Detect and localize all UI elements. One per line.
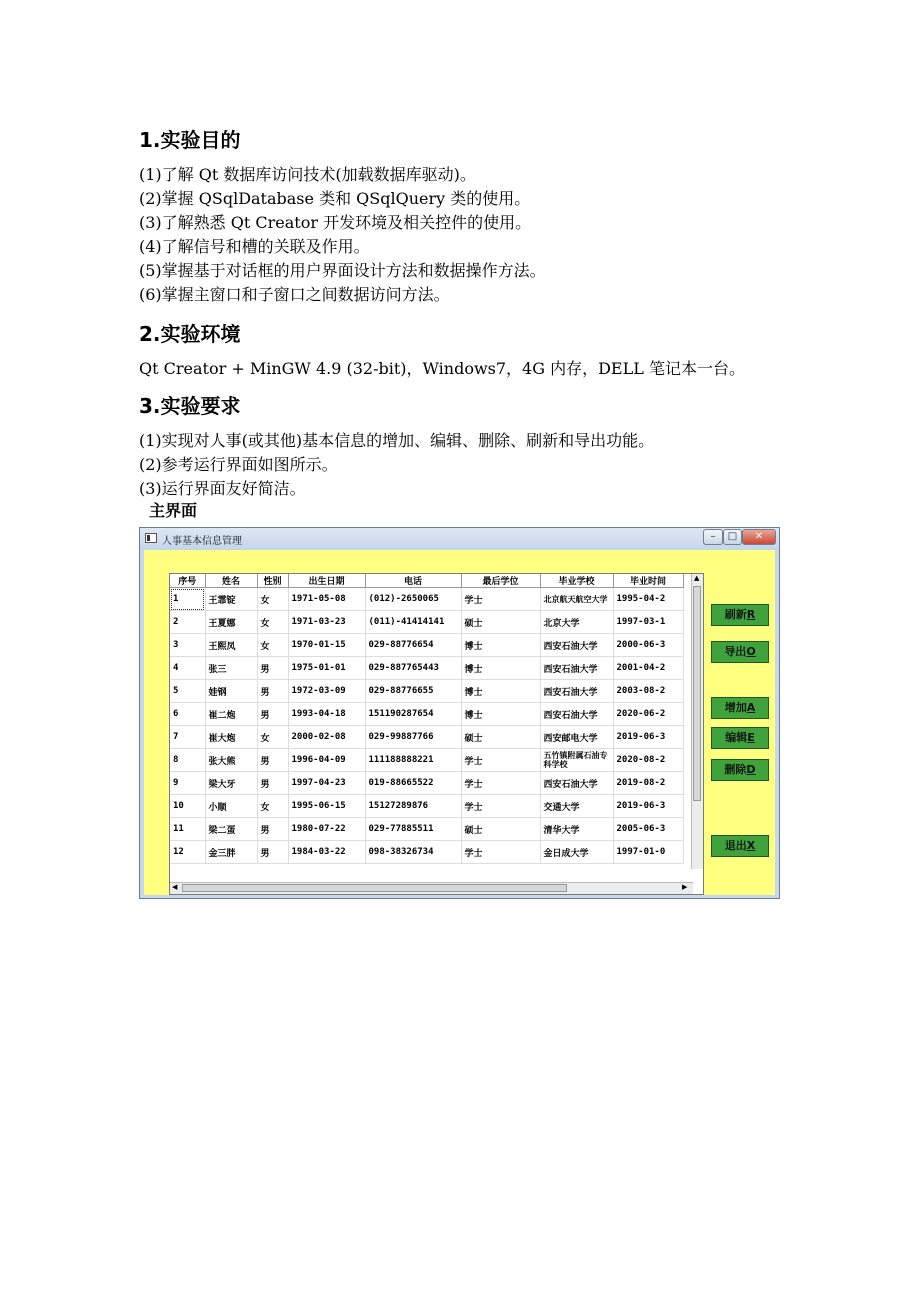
table-cell[interactable]: 151190287654 xyxy=(365,703,461,726)
table-cell[interactable]: 男 xyxy=(257,818,288,841)
table-cell[interactable]: 清华大学 xyxy=(540,818,613,841)
header-name[interactable]: 姓名 xyxy=(205,574,257,588)
vertical-scrollbar[interactable] xyxy=(691,574,703,869)
table-cell[interactable]: 1984-03-22 xyxy=(288,841,365,864)
figure-caption: 主界面 xyxy=(149,501,198,520)
table-cell[interactable]: 029-77885511 xyxy=(365,818,461,841)
exit-button[interactable]: 退出X xyxy=(711,835,769,857)
section3-heading: 3.实验要求 xyxy=(139,394,241,418)
table-cell[interactable]: 2020-08-2 xyxy=(613,749,683,772)
table-row[interactable] xyxy=(170,657,683,680)
delete-button[interactable]: 删除D xyxy=(711,759,769,781)
table-row[interactable] xyxy=(170,772,683,795)
table-cell[interactable]: 4 xyxy=(170,657,205,680)
table-cell[interactable]: 小顺 xyxy=(205,795,257,818)
table-cell[interactable]: 女 xyxy=(257,634,288,657)
table-cell[interactable]: 8 xyxy=(170,749,205,772)
table-cell[interactable]: 女 xyxy=(257,588,288,611)
table-cell[interactable]: 12 xyxy=(170,841,205,864)
table-row[interactable] xyxy=(170,680,683,703)
table-cell[interactable]: 7 xyxy=(170,726,205,749)
app-window xyxy=(139,527,780,899)
table-cell[interactable]: 张大熊 xyxy=(205,749,257,772)
table-cell[interactable]: 西安邮电大学 xyxy=(540,726,613,749)
table-cell[interactable]: 2020-06-2 xyxy=(613,703,683,726)
table-cell[interactable]: 硕士 xyxy=(461,611,540,634)
table-cell[interactable]: 029-88776655 xyxy=(365,680,461,703)
table-cell[interactable]: 2019-08-2 xyxy=(613,772,683,795)
close-button[interactable]: ✕ xyxy=(742,529,776,545)
table-cell[interactable]: 1971-03-23 xyxy=(288,611,365,634)
table-cell[interactable]: 女 xyxy=(257,795,288,818)
table-cell[interactable]: 1971-05-08 xyxy=(288,588,365,611)
scroll-left-icon[interactable]: ◀ xyxy=(172,883,178,891)
client-area xyxy=(144,550,775,895)
table-cell[interactable]: 1995-06-15 xyxy=(288,795,365,818)
table-cell[interactable]: 2 xyxy=(170,611,205,634)
table-cell[interactable]: 2003-08-2 xyxy=(613,680,683,703)
table-cell[interactable]: 张三 xyxy=(205,657,257,680)
table-cell[interactable]: 2000-02-08 xyxy=(288,726,365,749)
objective-6: (6)掌握主窗口和子窗口之间数据访问方法。 xyxy=(139,285,450,304)
table-cell[interactable]: 博士 xyxy=(461,680,540,703)
objective-4: (4)了解信号和槽的关联及作用。 xyxy=(139,237,370,256)
table-cell[interactable]: 学士 xyxy=(461,588,540,611)
employee-table[interactable] xyxy=(169,573,704,895)
table-cell[interactable]: 博士 xyxy=(461,703,540,726)
table-cell[interactable]: 交通大学 xyxy=(540,795,613,818)
window-title: 人事基本信息管理 xyxy=(162,536,242,547)
table-cell[interactable]: 王熙凤 xyxy=(205,634,257,657)
table-cell[interactable]: 6 xyxy=(170,703,205,726)
table-cell[interactable]: 西安石油大学 xyxy=(540,634,613,657)
header-school[interactable]: 毕业学校 xyxy=(540,574,613,588)
table-cell[interactable]: 女 xyxy=(257,611,288,634)
section1-heading: 1.实验目的 xyxy=(139,128,241,152)
vertical-scroll-thumb[interactable] xyxy=(693,586,701,801)
table-cell[interactable]: 博士 xyxy=(461,657,540,680)
table-cell[interactable]: 1970-01-15 xyxy=(288,634,365,657)
table-cell[interactable]: 博士 xyxy=(461,634,540,657)
maximize-button[interactable]: □ xyxy=(723,529,742,545)
objective-1: (1)了解 Qt 数据库访问技术(加载数据库驱动)。 xyxy=(139,165,476,184)
table-cell[interactable]: 029-88776654 xyxy=(365,634,461,657)
table-cell[interactable]: 1 xyxy=(170,588,205,611)
table-cell[interactable]: 娃钢 xyxy=(205,680,257,703)
table-cell[interactable]: 金三胖 xyxy=(205,841,257,864)
export-button[interactable]: 导出O xyxy=(711,641,769,663)
header-gender[interactable]: 性别 xyxy=(257,574,288,588)
table-cell[interactable]: 学士 xyxy=(461,772,540,795)
table-cell[interactable]: 金日成大学 xyxy=(540,841,613,864)
table-cell[interactable]: 15127289876 xyxy=(365,795,461,818)
header-id[interactable]: 序号 xyxy=(170,574,205,588)
table-cell[interactable]: 1993-04-18 xyxy=(288,703,365,726)
table-cell[interactable]: 1995-04-2 xyxy=(613,588,683,611)
table-cell[interactable]: 男 xyxy=(257,749,288,772)
requirement-2: (2)参考运行界面如图所示。 xyxy=(139,455,338,474)
edit-button[interactable]: 编辑E xyxy=(711,727,769,749)
table-cell[interactable]: 3 xyxy=(170,634,205,657)
table-cell[interactable]: 2019-06-3 xyxy=(613,795,683,818)
table-cell[interactable]: 1997-03-1 xyxy=(613,611,683,634)
table-cell[interactable]: 五竹镇附属石油专科学校 xyxy=(540,749,613,772)
table-cell[interactable]: 西安石油大学 xyxy=(540,657,613,680)
horizontal-scrollbar[interactable] xyxy=(170,882,693,894)
table-row[interactable] xyxy=(170,749,683,772)
table-cell[interactable]: 1975-01-01 xyxy=(288,657,365,680)
header-grad-date[interactable]: 毕业时间 xyxy=(613,574,683,588)
table-cell[interactable]: 学士 xyxy=(461,841,540,864)
table-cell[interactable]: 崔二炮 xyxy=(205,703,257,726)
table-cell[interactable]: 男 xyxy=(257,657,288,680)
table-cell[interactable]: 019-88665522 xyxy=(365,772,461,795)
table-cell[interactable]: 098-38326734 xyxy=(365,841,461,864)
table-row[interactable] xyxy=(170,588,683,611)
section2-heading: 2.实验环境 xyxy=(139,322,241,346)
table-cell[interactable]: 西安石油大学 xyxy=(540,772,613,795)
table-cell[interactable]: (012)-2650065 xyxy=(365,588,461,611)
table-cell[interactable]: 10 xyxy=(170,795,205,818)
objective-5: (5)掌握基于对话框的用户界面设计方法和数据操作方法。 xyxy=(139,261,546,280)
table-cell[interactable]: 梁二蛋 xyxy=(205,818,257,841)
table-cell[interactable]: 男 xyxy=(257,841,288,864)
app-icon xyxy=(145,533,157,543)
table-cell[interactable]: 学士 xyxy=(461,749,540,772)
table-cell[interactable]: 男 xyxy=(257,680,288,703)
table-cell[interactable]: 1996-04-09 xyxy=(288,749,365,772)
table-cell[interactable]: 女 xyxy=(257,726,288,749)
environment-text: Qt Creator + MinGW 4.9 (32-bit)，Windows7，4G 内存，DELL 笔记本一台。 xyxy=(139,359,745,378)
minimize-button[interactable]: – xyxy=(703,529,723,545)
table-cell[interactable]: 王夏娜 xyxy=(205,611,257,634)
table-cell[interactable]: 1997-04-23 xyxy=(288,772,365,795)
table-cell[interactable]: 1972-03-09 xyxy=(288,680,365,703)
table-cell[interactable]: 111188888221 xyxy=(365,749,461,772)
add-button[interactable]: 增加A xyxy=(711,697,769,719)
table-cell[interactable]: 硕士 xyxy=(461,818,540,841)
table-cell[interactable]: 1997-01-0 xyxy=(613,841,683,864)
table-cell[interactable]: 2019-06-3 xyxy=(613,726,683,749)
header-degree[interactable]: 最后学位 xyxy=(461,574,540,588)
table-cell[interactable]: 2001-04-2 xyxy=(613,657,683,680)
table-cell[interactable]: 北京航天航空大学 xyxy=(540,588,613,611)
table-cell[interactable]: 男 xyxy=(257,772,288,795)
table-row[interactable] xyxy=(170,634,683,657)
table-cell[interactable]: 梁大牙 xyxy=(205,772,257,795)
table-cell[interactable]: 西安石油大学 xyxy=(540,680,613,703)
table-cell[interactable]: 学士 xyxy=(461,795,540,818)
horizontal-scroll-thumb[interactable] xyxy=(182,884,567,892)
requirement-1: (1)实现对人事(或其他)基本信息的增加、编辑、删除、刷新和导出功能。 xyxy=(139,431,655,450)
objective-2: (2)掌握 QSqlDatabase 类和 QSqlQuery 类的使用。 xyxy=(139,189,531,208)
scroll-right-icon[interactable]: ▶ xyxy=(682,883,688,891)
table-cell[interactable]: 9 xyxy=(170,772,205,795)
table-cell[interactable]: 西安石油大学 xyxy=(540,703,613,726)
table-cell[interactable]: (011)-41414141 xyxy=(365,611,461,634)
table-cell[interactable]: 1980-07-22 xyxy=(288,818,365,841)
table-cell[interactable]: 029-887765443 xyxy=(365,657,461,680)
table-row[interactable] xyxy=(170,795,683,818)
table-cell[interactable]: 崔大炮 xyxy=(205,726,257,749)
table-cell[interactable]: 硕士 xyxy=(461,726,540,749)
header-phone[interactable]: 电话 xyxy=(365,574,461,588)
table-cell[interactable]: 北京大学 xyxy=(540,611,613,634)
header-birthdate[interactable]: 出生日期 xyxy=(288,574,365,588)
table-cell[interactable]: 5 xyxy=(170,680,205,703)
table-cell[interactable]: 2000-06-3 xyxy=(613,634,683,657)
refresh-button[interactable]: 刷新R xyxy=(711,604,769,626)
table-row[interactable] xyxy=(170,703,683,726)
table-cell[interactable]: 11 xyxy=(170,818,205,841)
scroll-up-icon[interactable]: ▲ xyxy=(694,574,700,582)
table-cell[interactable]: 男 xyxy=(257,703,288,726)
table-cell[interactable]: 029-99887766 xyxy=(365,726,461,749)
requirement-3: (3)运行界面友好简洁。 xyxy=(139,479,306,498)
table-cell[interactable]: 2005-06-3 xyxy=(613,818,683,841)
table-row[interactable] xyxy=(170,818,683,841)
table-row[interactable] xyxy=(170,726,683,749)
table-cell[interactable]: 王霏锭 xyxy=(205,588,257,611)
title-bar[interactable] xyxy=(140,528,779,550)
table-row[interactable] xyxy=(170,841,683,864)
table-row[interactable] xyxy=(170,611,683,634)
objective-3: (3)了解熟悉 Qt Creator 开发环境及相关控件的使用。 xyxy=(139,213,532,232)
